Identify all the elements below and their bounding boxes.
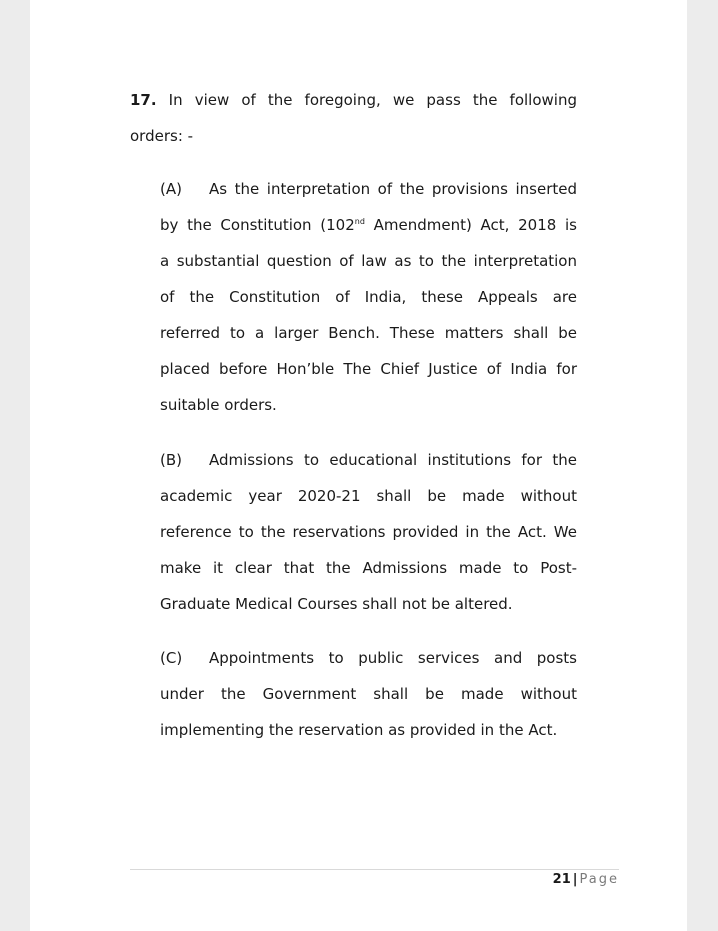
clause-line: Graduate Medical Courses shall not be altered.: [160, 595, 513, 613]
paragraph-line: orders: -: [130, 127, 194, 145]
clause-line: (C) Appointments to public services and posts: [160, 640, 577, 676]
page-label: Page: [579, 872, 619, 887]
clause-b: [160, 442, 577, 622]
clause-label: (A): [160, 180, 182, 198]
clause-line: (A) As the interpretation of the provisions inserted: [160, 171, 577, 207]
clause-line: (B) Admissions to educational institutions for the: [160, 442, 577, 478]
clause-line: referred to a larger Bench. These matters shall be: [160, 324, 577, 342]
clause-label: (C): [160, 649, 183, 667]
clause-line: of the Constitution of India, these Appeals are: [160, 288, 577, 306]
clause-line: reference to the reservations provided in the Act. We: [160, 523, 577, 541]
page-number: 21: [552, 872, 571, 887]
footer-separator: |: [572, 872, 578, 887]
clause-c: [160, 640, 577, 748]
paragraph-line: 17. In view of the foregoing, we pass the following: [130, 91, 577, 109]
paragraph-17: [130, 82, 577, 154]
clause-line: implementing the reservation as provided in the Act.: [160, 721, 558, 739]
clause-line: make it clear that the Admissions made to Post-: [160, 559, 577, 577]
superscript: nd: [354, 217, 365, 226]
clause-line: placed before Hon’ble The Chief Justice of India for: [160, 360, 577, 378]
paragraph-number: 17.: [130, 91, 157, 109]
page-footer: [130, 870, 619, 890]
clause-line: academic year 2020-21 shall be made without: [160, 487, 577, 505]
clause-line: suitable orders.: [160, 396, 277, 414]
clause-label: (B): [160, 451, 182, 469]
clause-line: by the Constitution (102nd Amendment) Act, 2018 is: [160, 216, 577, 234]
clause-line: a substantial question of law as to the interpretation: [160, 252, 577, 270]
clause-a: [160, 171, 577, 423]
clause-line: under the Government shall be made without: [160, 685, 577, 703]
